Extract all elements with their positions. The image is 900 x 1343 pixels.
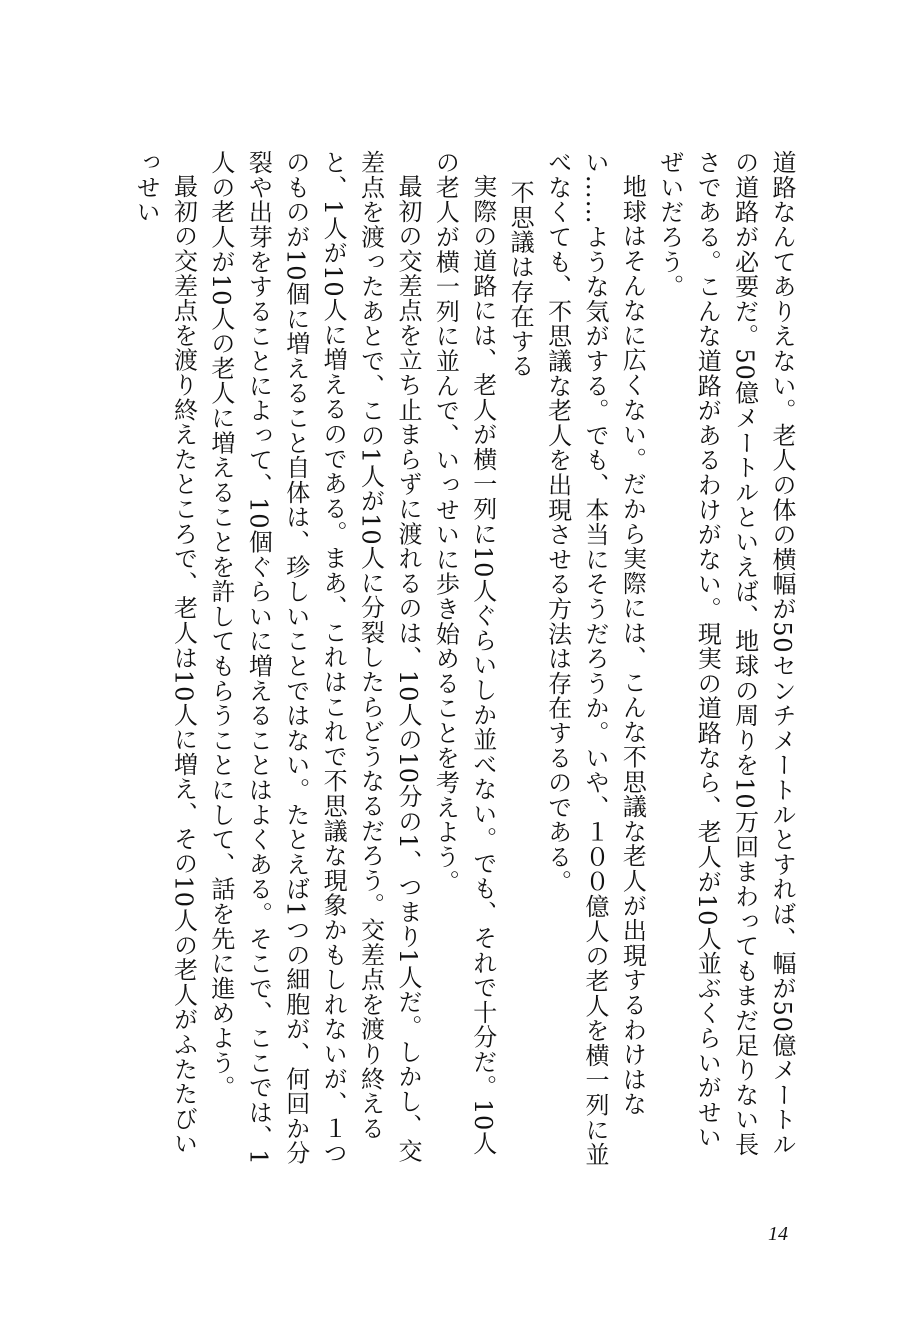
- paragraph: 実際の道路には、老人が横一列に10人ぐらいしか並べない。でも、それで十分だ。10人の老人が横一列に並んで、いっせいに歩き始めることを考えよう。: [431, 150, 497, 1156]
- section-heading: 不思議は存在する: [506, 180, 535, 379]
- paragraph: 地球はそんなに広くない。だから実際には、こんな不思議な老人が出現するわけはない……ような気がする。でも、本当にそうだろうか。いや、１００億人の老人を横一列に並べなくても、不思議な老人を出現させる方法は存在するのである。: [543, 150, 647, 1167]
- page-number: 14: [768, 1223, 788, 1245]
- paragraph: 最初の交差点を立ち止まらずに渡れるのは、10人の10分の1、つまり1人だ。しかし、交差点を渡ったあとで、この1人が10人に分裂したらどうなるだろう。交差点を渡り終えると、1人が10人に増えるのである。まあ、これはこれで不思議な現象かもしれないが、１つのものが10個に増えること自体は、珍しいことではない。たとえば1つの細胞が、何回か分裂や出芽をすることによって、10個ぐらいに増えることはよくある。そこで、ここでは、1人の老人が10人の老人に増えることを許してもらうことにして、話を先に進めよう。: [206, 150, 422, 1166]
- paragraph: 道路なんてありえない。老人の体の横幅が50センチメートルとすれば、幅が50億メートルの道路が必要だ。50億メートルといえば、地球の周りを10万回まわってもまだ足りない長さである。こんな道路があるわけがない。現実の道路なら、老人が10人並ぶくらいがせいぜいだろう。: [655, 150, 796, 1157]
- paragraph: 最初の交差点を渡り終えたところで、老人は10人に増え、その10人の老人がふたたびいっせい: [132, 150, 198, 1156]
- body-text: [100, 150, 800, 1170]
